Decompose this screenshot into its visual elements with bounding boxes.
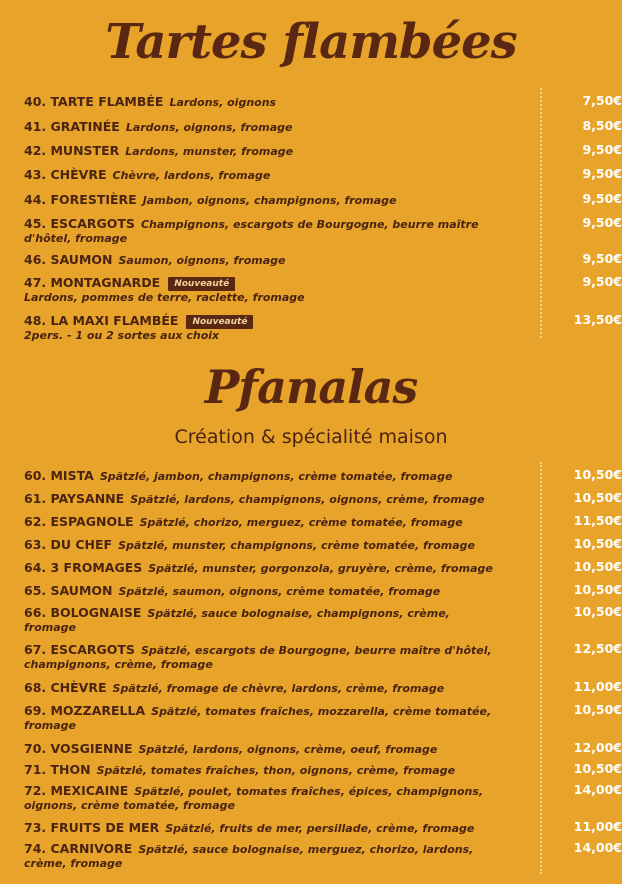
menu-item-line — [24, 117, 622, 135]
menu-item-description: Spätzlé, sauce bolognaise, merguez, chorizo, lardons, — [138, 843, 474, 856]
menu-item-description: Spätzlé, escargots de Bourgogne, beurre maître d'hôtel, — [140, 644, 492, 657]
menu-item-description: Spätzlé, poulet, tomates fraîches, épices, champignons, — [134, 785, 484, 798]
menu-item — [24, 311, 622, 343]
menu-item-description-cont: fromage — [24, 621, 76, 634]
menu-item-description: Spätzlé, sauce bolognaise, champignons, crème, — [147, 607, 450, 620]
menu-item — [24, 760, 622, 778]
menu-item — [24, 701, 622, 733]
menu-item-description-cont: 2pers. - 1 ou 2 sortes aux choix — [24, 329, 220, 342]
menu-item — [24, 781, 622, 813]
menu-item-name: 60. MISTA — [24, 468, 94, 483]
menu-item — [24, 581, 622, 599]
menu-item-price: 11,00€ — [573, 679, 622, 694]
menu-item-description: Spätzlé, munster, champignons, crème tomatée, fromage — [118, 539, 475, 552]
menu-item-price: 12,50€ — [573, 641, 622, 656]
menu-item — [24, 839, 622, 871]
menu-item-price: 10,50€ — [573, 761, 622, 776]
menu-item-line — [24, 273, 622, 291]
menu-item-price: 9,50€ — [582, 166, 622, 181]
menu-item-price: 11,00€ — [573, 819, 622, 834]
menu-item-description: Spätzlé, lardons, champignons, oignons, crème, fromage — [130, 493, 485, 506]
section-title-pfanalas: Pfanalas — [204, 360, 418, 414]
menu-item-price: 9,50€ — [582, 142, 622, 157]
menu-item — [24, 92, 622, 110]
menu-item-price: 10,50€ — [573, 702, 622, 717]
menu-item-line — [24, 739, 622, 757]
menu-item-name: 45. ESCARGOTS — [24, 216, 135, 231]
new-badge: Nouveauté — [168, 277, 235, 291]
menu-item-line — [24, 214, 622, 232]
menu-item-line — [24, 839, 622, 857]
menu-item-name: 73. FRUITS DE MER — [24, 820, 160, 835]
menu-item-description: Chèvre, lardons, fromage — [112, 169, 271, 182]
menu-item-price: 7,50€ — [582, 93, 622, 108]
menu-item — [24, 165, 622, 183]
menu-item-name: 71. THON — [24, 762, 91, 777]
menu-item — [24, 117, 622, 135]
menu-item-line — [24, 640, 622, 658]
menu-item-line — [24, 678, 622, 696]
menu-item — [24, 512, 622, 530]
menu-item-name: 65. SAUMON — [24, 583, 113, 598]
menu-item-price: 8,50€ — [582, 118, 622, 133]
menu-item — [24, 250, 622, 268]
menu-item-price: 13,50€ — [573, 312, 622, 327]
menu-item-name: 72. MEXICAINE — [24, 783, 129, 798]
menu-item — [24, 214, 622, 246]
menu-item — [24, 273, 622, 305]
menu-item-name: 70. VOSGIENNE — [24, 741, 133, 756]
menu-item-description-cont: crème, fromage — [24, 857, 123, 870]
menu-item-line — [24, 250, 622, 268]
menu-item-description: Spätzlé, tomates fraîches, mozzarella, crème tomatée, — [151, 705, 492, 718]
menu-item-line — [24, 141, 622, 159]
menu-item-line — [24, 165, 622, 183]
menu-item-line — [24, 535, 622, 553]
menu-item-description: Spätzlé, fromage de chèvre, lardons, crème, fromage — [112, 682, 445, 695]
menu-item-name: 68. CHÈVRE — [24, 680, 107, 695]
menu-item — [24, 603, 622, 635]
menu-item-description: Spätzlé, chorizo, merguez, crème tomatée, fromage — [139, 516, 463, 529]
menu-item-line — [24, 190, 622, 208]
menu-item-description-cont: Lardons, pommes de terre, raclette, fromage — [24, 291, 305, 304]
menu-item-name: 74. CARNIVORE — [24, 841, 133, 856]
menu-item-name: 66. BOLOGNAISE — [24, 605, 142, 620]
menu-item-line — [24, 760, 622, 778]
menu-item-name: 43. CHÈVRE — [24, 167, 107, 182]
menu-item-name: 48. LA MAXI FLAMBÉE — [24, 313, 179, 328]
menu-item-name: 64. 3 FROMAGES — [24, 560, 143, 575]
menu-item-line — [24, 781, 622, 799]
section-subtitle: Création & spécialité maison — [174, 426, 448, 448]
menu-item-description: Jambon, oignons, champignons, fromage — [142, 194, 397, 207]
menu-item-description: Lardons, oignons, fromage — [125, 121, 293, 134]
menu-item-description-cont: d'hôtel, fromage — [24, 232, 128, 245]
menu-item — [24, 466, 622, 484]
menu-item-line — [24, 512, 622, 530]
menu-item-price: 10,50€ — [573, 467, 622, 482]
menu-item — [24, 678, 622, 696]
menu-item-name: 40. TARTE FLAMBÉE — [24, 94, 164, 109]
menu-item-line — [24, 558, 622, 576]
menu-item-name: 69. MOZZARELLA — [24, 703, 146, 718]
menu-item-line — [24, 92, 622, 110]
menu-item-name: 67. ESCARGOTS — [24, 642, 135, 657]
menu-item-name: 47. MONTAGNARDE — [24, 275, 161, 290]
menu-item-name: 41. GRATINÉE — [24, 119, 120, 134]
menu-item-description: Lardons, munster, fromage — [125, 145, 294, 158]
menu-item-name: 63. DU CHEF — [24, 537, 113, 552]
menu-item — [24, 818, 622, 836]
menu-item — [24, 489, 622, 507]
menu-item-name: 44. FORESTIÈRE — [24, 192, 137, 207]
menu-item-line — [24, 466, 622, 484]
menu-item — [24, 739, 622, 757]
menu-item-price: 9,50€ — [582, 251, 622, 266]
menu-item-description: Spätzlé, jambon, champignons, crème tomatée, fromage — [99, 470, 453, 483]
menu-item — [24, 535, 622, 553]
menu-item-price: 10,50€ — [573, 604, 622, 619]
menu-item-price: 10,50€ — [573, 490, 622, 505]
menu-item-name: 46. SAUMON — [24, 252, 113, 267]
menu-item-price: 11,50€ — [573, 513, 622, 528]
section-title-tartes: Tartes flambées — [105, 14, 517, 70]
menu-item-description: Spätzlé, lardons, oignons, crème, oeuf, fromage — [138, 743, 438, 756]
menu-item-description: Spätzlé, munster, gorgonzola, gruyère, crème, fromage — [148, 562, 493, 575]
menu-item-description: Saumon, oignons, fromage — [118, 254, 286, 267]
menu-item-description: Lardons, oignons — [169, 96, 277, 109]
menu-item-price: 14,00€ — [573, 782, 622, 797]
menu-item-name: 62. ESPAGNOLE — [24, 514, 134, 529]
menu-item — [24, 640, 622, 672]
menu-item-price: 9,50€ — [582, 274, 622, 289]
menu-item-description-cont: fromage — [24, 719, 76, 732]
menu-item — [24, 141, 622, 159]
menu-item-description-cont: champignons, crème, fromage — [24, 658, 213, 671]
menu-item — [24, 558, 622, 576]
menu-item-line — [24, 311, 622, 329]
menu-item — [24, 190, 622, 208]
menu-item-line — [24, 581, 622, 599]
menu-item-price: 9,50€ — [582, 215, 622, 230]
menu-item-line — [24, 818, 622, 836]
menu-item-price: 9,50€ — [582, 191, 622, 206]
menu-item-description: Spätzlé, fruits de mer, persillade, crème, fromage — [165, 822, 475, 835]
menu-item-description: Champignons, escargots de Bourgogne, beurre maître — [140, 218, 479, 231]
menu-item-price: 14,00€ — [573, 840, 622, 855]
menu-item-price: 10,50€ — [573, 559, 622, 574]
menu-item-price: 12,00€ — [573, 740, 622, 755]
menu-item-line — [24, 603, 622, 621]
menu-item-line — [24, 701, 622, 719]
menu-item-description: Spätzlé, saumon, oignons, crème tomatée, fromage — [118, 585, 441, 598]
menu-item-line — [24, 489, 622, 507]
menu-item-name: 61. PAYSANNE — [24, 491, 125, 506]
menu-item-price: 10,50€ — [573, 582, 622, 597]
menu-item-price: 10,50€ — [573, 536, 622, 551]
menu-item-description-cont: oignons, crème tomatée, fromage — [24, 799, 236, 812]
menu-item-name: 42. MUNSTER — [24, 143, 120, 158]
new-badge: Nouveauté — [186, 315, 253, 329]
menu-item-description: Spätzlé, tomates fraîches, thon, oignons, crème, fromage — [96, 764, 456, 777]
